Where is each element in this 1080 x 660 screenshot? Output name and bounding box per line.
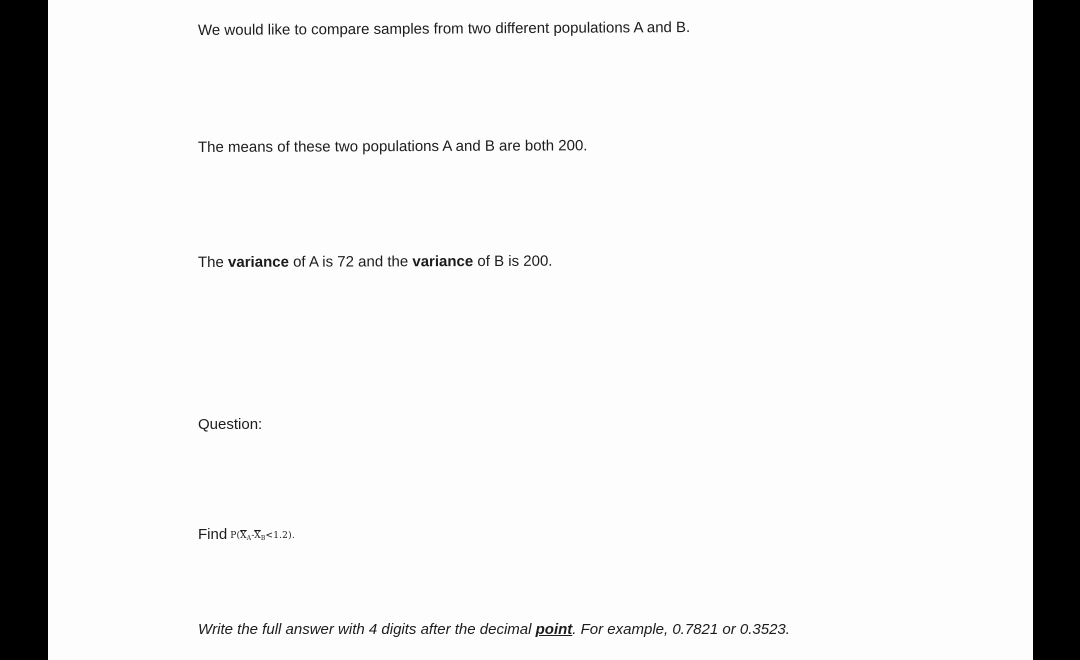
variance-text-1: The <box>197 253 229 271</box>
intro-sentence: We would like to compare samples from two different populations A and B. <box>197 18 691 39</box>
variance-text-2: of A is 72 and the <box>288 253 413 271</box>
instruction-underlined-word: point <box>535 621 573 638</box>
prob-open: P( <box>230 531 241 541</box>
instruction-text-1: Write the full answer with 4 digits after the decimal <box>198 621 536 638</box>
variance-text-3: of B is 200. <box>473 252 553 271</box>
variance-keyword-2: variance <box>412 253 474 271</box>
xbar-a-subscript: A <box>246 535 252 542</box>
probability-expression <box>230 531 295 542</box>
find-label: Find <box>198 526 228 543</box>
answer-instruction <box>198 621 790 638</box>
variance-sentence <box>198 253 553 271</box>
document-page <box>48 0 1033 660</box>
instruction-text-2: . For example, 0.7821 or 0.3523. <box>572 621 790 638</box>
find-expression <box>198 526 295 543</box>
xbar-b: $\overline{X}$ <box>254 531 261 541</box>
variance-keyword-1: variance <box>227 253 289 271</box>
minus-sign: - <box>251 531 255 541</box>
xbar-b-subscript: B <box>260 535 266 542</box>
means-sentence: The means of these two populations A and B are both 200. <box>197 137 588 156</box>
xbar-a: $\overline{X}$ <box>240 531 247 541</box>
prob-tail: <1.2). <box>265 531 295 541</box>
question-label: Question: <box>198 416 263 433</box>
